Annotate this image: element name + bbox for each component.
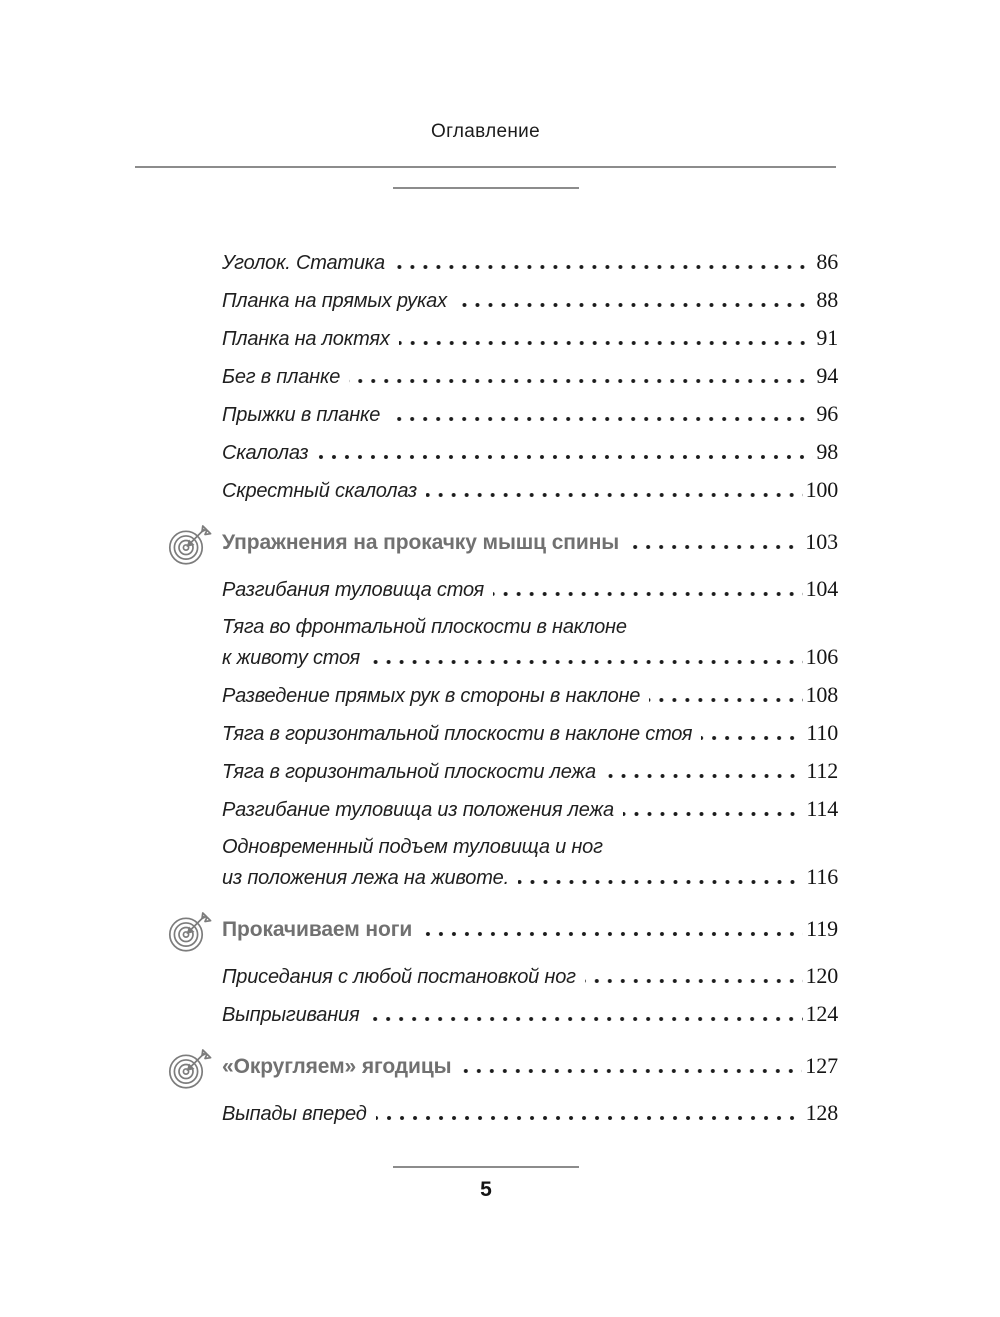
- toc-entry-title: Тяга в горизонтальной плоскости в наклоне стоя: [222, 723, 693, 745]
- dot-leader: [394, 265, 813, 269]
- dot-leader: [456, 303, 813, 307]
- toc-item: [166, 680, 838, 711]
- dot-leader: [426, 493, 803, 497]
- dot-leader: [701, 736, 803, 740]
- footer-divider: [393, 1166, 579, 1168]
- toc-page-number: 104: [805, 576, 838, 601]
- toc-entry-title: Тяга во фронтальной плоскости в наклоне: [222, 616, 627, 638]
- toc-page-number: 114: [806, 796, 838, 821]
- toc-entry-title: Скалолаз: [222, 442, 309, 464]
- toc-entry-title: Разгибания туловища стоя: [222, 579, 484, 601]
- toc-item: [166, 832, 838, 893]
- header-rule: [135, 166, 836, 168]
- dot-leader: [421, 932, 803, 936]
- toc-item: [166, 323, 838, 354]
- toc-item: [166, 961, 838, 992]
- toc-section: [166, 908, 838, 951]
- toc-page-number: 88: [816, 287, 838, 312]
- toc-page-number: 128: [805, 1100, 838, 1125]
- dot-leader: [623, 812, 803, 816]
- toc-entry-title: Выпрыгивания: [222, 1004, 360, 1026]
- dot-leader: [376, 1116, 803, 1120]
- toc-item: [166, 247, 838, 278]
- dot-leader: [649, 698, 802, 702]
- toc-page-number: 119: [806, 916, 838, 941]
- dot-leader: [518, 880, 803, 884]
- toc-page-number: 116: [806, 864, 838, 889]
- toc-section: [166, 521, 838, 564]
- dot-leader: [349, 379, 813, 383]
- toc-item: [166, 475, 838, 506]
- toc-entry-title: Прокачиваем ноги: [222, 918, 413, 941]
- dot-leader: [317, 455, 813, 459]
- dot-leader: [399, 341, 814, 345]
- toc-item: [166, 399, 838, 430]
- dot-leader: [585, 979, 803, 983]
- toc-entry-title: к животу стоя: [222, 647, 360, 669]
- toc-entry-title: Выпады вперед: [222, 1103, 367, 1125]
- header-divider: [393, 187, 579, 189]
- toc-entry-title: Планка на прямых руках: [222, 290, 447, 312]
- toc-page-number: 103: [805, 529, 838, 554]
- toc-entry-title: Разгибание туловища из положения лежа: [222, 799, 614, 821]
- toc-entry-title: Разведение прямых рук в стороны в наклоне: [222, 685, 641, 707]
- toc-item: [166, 794, 838, 825]
- toc-item: [166, 612, 838, 673]
- toc-item: [166, 285, 838, 316]
- toc-entry-title: Тяга в горизонтальной плоскости лежа: [222, 761, 596, 783]
- toc-page-number: 91: [816, 325, 838, 350]
- toc-entry-title: Упражнения на прокачку мышц спины: [222, 531, 620, 554]
- toc-item: [166, 1098, 838, 1129]
- target-dart-icon: [166, 911, 212, 953]
- toc-item: [166, 718, 838, 749]
- dot-leader: [493, 592, 803, 596]
- dot-leader: [369, 660, 803, 664]
- toc-item: [166, 361, 838, 392]
- toc-page-number: 106: [805, 644, 838, 669]
- toc-entry-title: Прыжки в планке: [222, 404, 381, 426]
- toc-page-number: 94: [816, 363, 838, 388]
- toc-entry-title: Скрестный скалолаз: [222, 480, 417, 502]
- page-title: Оглавление: [431, 121, 540, 142]
- toc-page-number: 110: [806, 720, 838, 745]
- toc-entry-title: «Округляем» ягодицы: [222, 1055, 452, 1078]
- toc-section: [166, 1045, 838, 1088]
- toc-page-number: 98: [816, 439, 838, 464]
- toc-item: [166, 756, 838, 787]
- toc-page-number: 112: [806, 758, 838, 783]
- dot-leader: [460, 1069, 802, 1073]
- toc-entry-title: из положения лежа на животе.: [222, 867, 509, 889]
- toc-item: [166, 999, 838, 1030]
- footer-page-number: 5: [480, 1178, 492, 1201]
- toc-entry-title: Планка на локтях: [222, 328, 390, 350]
- toc-page-number: 96: [816, 401, 838, 426]
- toc-list: [166, 247, 838, 1136]
- target-dart-icon: [166, 1048, 212, 1090]
- toc-page-number: 86: [816, 249, 838, 274]
- toc-page-number: 120: [805, 963, 838, 988]
- toc-entry-title: Уголок. Статика: [222, 252, 385, 274]
- dot-leader: [368, 1017, 802, 1021]
- toc-page-number: 124: [805, 1001, 838, 1026]
- target-dart-icon: [166, 524, 212, 566]
- dot-leader: [389, 417, 813, 421]
- toc-page-number: 100: [805, 477, 838, 502]
- toc-page-number: 108: [805, 682, 838, 707]
- dot-leader: [605, 774, 804, 778]
- toc-item: [166, 437, 838, 468]
- dot-leader: [628, 545, 802, 549]
- toc-entry-title: Приседания с любой постановкой ног: [222, 966, 576, 988]
- toc-entry-title: Бег в планке: [222, 366, 341, 388]
- toc-item: [166, 574, 838, 605]
- toc-entry-title: Одновременный подъем туловища и ног: [222, 836, 603, 858]
- toc-page-number: 127: [805, 1053, 838, 1078]
